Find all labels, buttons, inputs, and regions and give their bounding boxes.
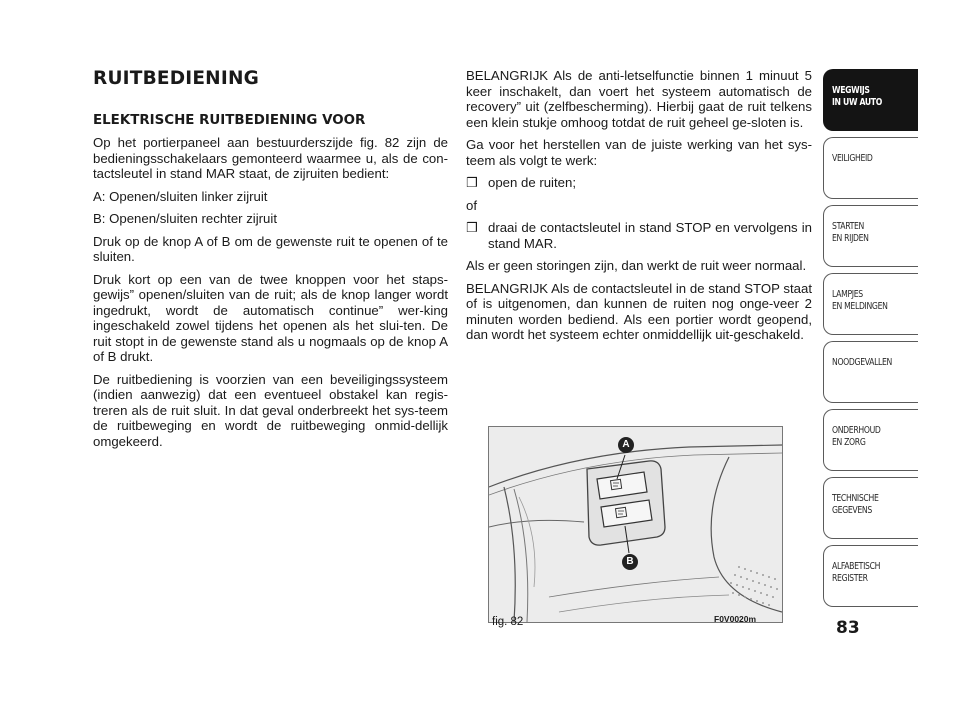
tab-wegwijs-in-uw-auto[interactable] <box>823 69 918 131</box>
paragraph: B: Openen/sluiten rechter zijruit <box>93 211 277 226</box>
paragraph: of <box>466 197 477 213</box>
tab-label-line2: EN ZORG <box>832 436 866 448</box>
tab-label-line1: ALFABETISCH <box>832 561 881 572</box>
paragraph: De ruitbediening is voorzien van een beveiligingssysteem (indien aanwezig) dat een eventueel obstakel kan regis-treren als de ruit sluit. In dat geval onderbreekt het sys-teem de ruitbeweging en wordt de ruitbeweging onmid-dellijk omgekeerd. <box>93 371 448 449</box>
paragraph: Ga voor het herstellen van de juiste werking van het sys-teem als volgt te werk: <box>466 137 812 168</box>
tab-technische-gegevens[interactable] <box>823 477 918 539</box>
tab-label-line2: IN UW AUTO <box>832 96 882 108</box>
checkbox-bullet-icon: ❒ <box>466 175 478 190</box>
paragraph: Druk kort op een van de twee knoppen voor het staps-gewijs” openen/sluiten van de ruit; als de knop langer wordt ingedrukt, wordt de automatisch continue” wer-king ingeschakeld zowel tijdens het openen als het slui-ten. De ruit stopt in de gewenste stand als u nogmaals op de knop A of B drukt. <box>93 271 448 364</box>
tab-label-line2: EN RIJDEN <box>832 232 869 244</box>
paragraph: Als er geen storingen zijn, dan werkt de ruit weer normaal. <box>466 258 807 273</box>
bullet-text: draai de contactsleutel in stand STOP en vervolgens in stand MAR. <box>488 220 812 251</box>
callout-a-badge <box>618 437 634 453</box>
tab-label-line1: LAMPJES <box>832 289 863 300</box>
tab-label-line1: TECHNISCHE <box>832 493 879 504</box>
tab-noodgevallen[interactable] <box>823 341 918 403</box>
paragraph: A: Openen/sluiten linker zijruit <box>93 188 268 204</box>
tab-alfabetisch-register[interactable] <box>823 545 918 607</box>
callout-b-label: B <box>626 556 634 567</box>
tab-label-line2: REGISTER <box>832 572 868 584</box>
tab-label-line1: VEILIGHEID <box>832 153 873 164</box>
callout-a-label: A <box>622 439 630 450</box>
left-column <box>93 68 448 456</box>
important-note: BELANGRIJK Als de anti-letselfunctie binnen 1 minuut 5 keer inschakelt, dan voert het systeem automatisch de recovery” uit (zelfbescherming). Hierbij gaat de ruit telkens een klein stukje omhoog totdat de ruit geheel ge-sloten is. <box>466 68 812 130</box>
tab-label-line2: GEGEVENS <box>832 504 872 516</box>
tab-label-line1: WEGWIJS <box>832 85 870 96</box>
door-panel-illustration <box>489 427 782 622</box>
page-number: 83 <box>836 618 860 638</box>
tab-veiligheid[interactable] <box>823 137 918 199</box>
tab-label-line1: ONDERHOUD <box>832 425 881 436</box>
tab-starten-en-rijden[interactable] <box>823 205 918 267</box>
bullet-text: open de ruiten; <box>488 175 576 190</box>
paragraph: Op het portierpaneel aan bestuurderszijde fig. 82 zijn de bedieningsschakelaars gemonteerd waarmee u, als de con-tactsleutel in stand MAR staat, de zijruiten bedient: <box>93 135 448 181</box>
right-column <box>466 68 812 350</box>
tab-label-line1: NOODGEVALLEN <box>832 357 893 368</box>
figure-caption: fig. 82 <box>492 616 524 628</box>
tab-label-line2: EN MELDINGEN <box>832 300 888 312</box>
tab-label-line1: STARTEN <box>832 221 865 232</box>
paragraph: Druk op de knop A of B om de gewenste ruit te openen of te sluiten. <box>93 233 448 264</box>
bullet-item <box>466 175 812 191</box>
important-note: BELANGRIJK Als de contactsleutel in de stand STOP staat of is uitgenomen, dan kunnen de ruiten nog onge-veer 2 minuten worden bediend. Als een portier wordt geopend, dan wordt het systeem echter onmiddellijk uit-geschakeld. <box>466 280 812 342</box>
checkbox-bullet-icon: ❒ <box>466 220 478 235</box>
figure-code: F0V0020m <box>714 614 757 624</box>
callout-b-badge <box>622 554 638 570</box>
tab-lampjes-en-meldingen[interactable] <box>823 273 918 335</box>
bullet-item <box>466 220 812 251</box>
section-title: RUITBEDIENING <box>93 68 260 89</box>
figure-window-switches <box>488 426 783 623</box>
tab-onderhoud-en-zorg[interactable] <box>823 409 918 471</box>
chapter-tabs <box>823 69 918 613</box>
section-subtitle: ELEKTRISCHE RUITBEDIENING VOOR <box>93 113 366 128</box>
